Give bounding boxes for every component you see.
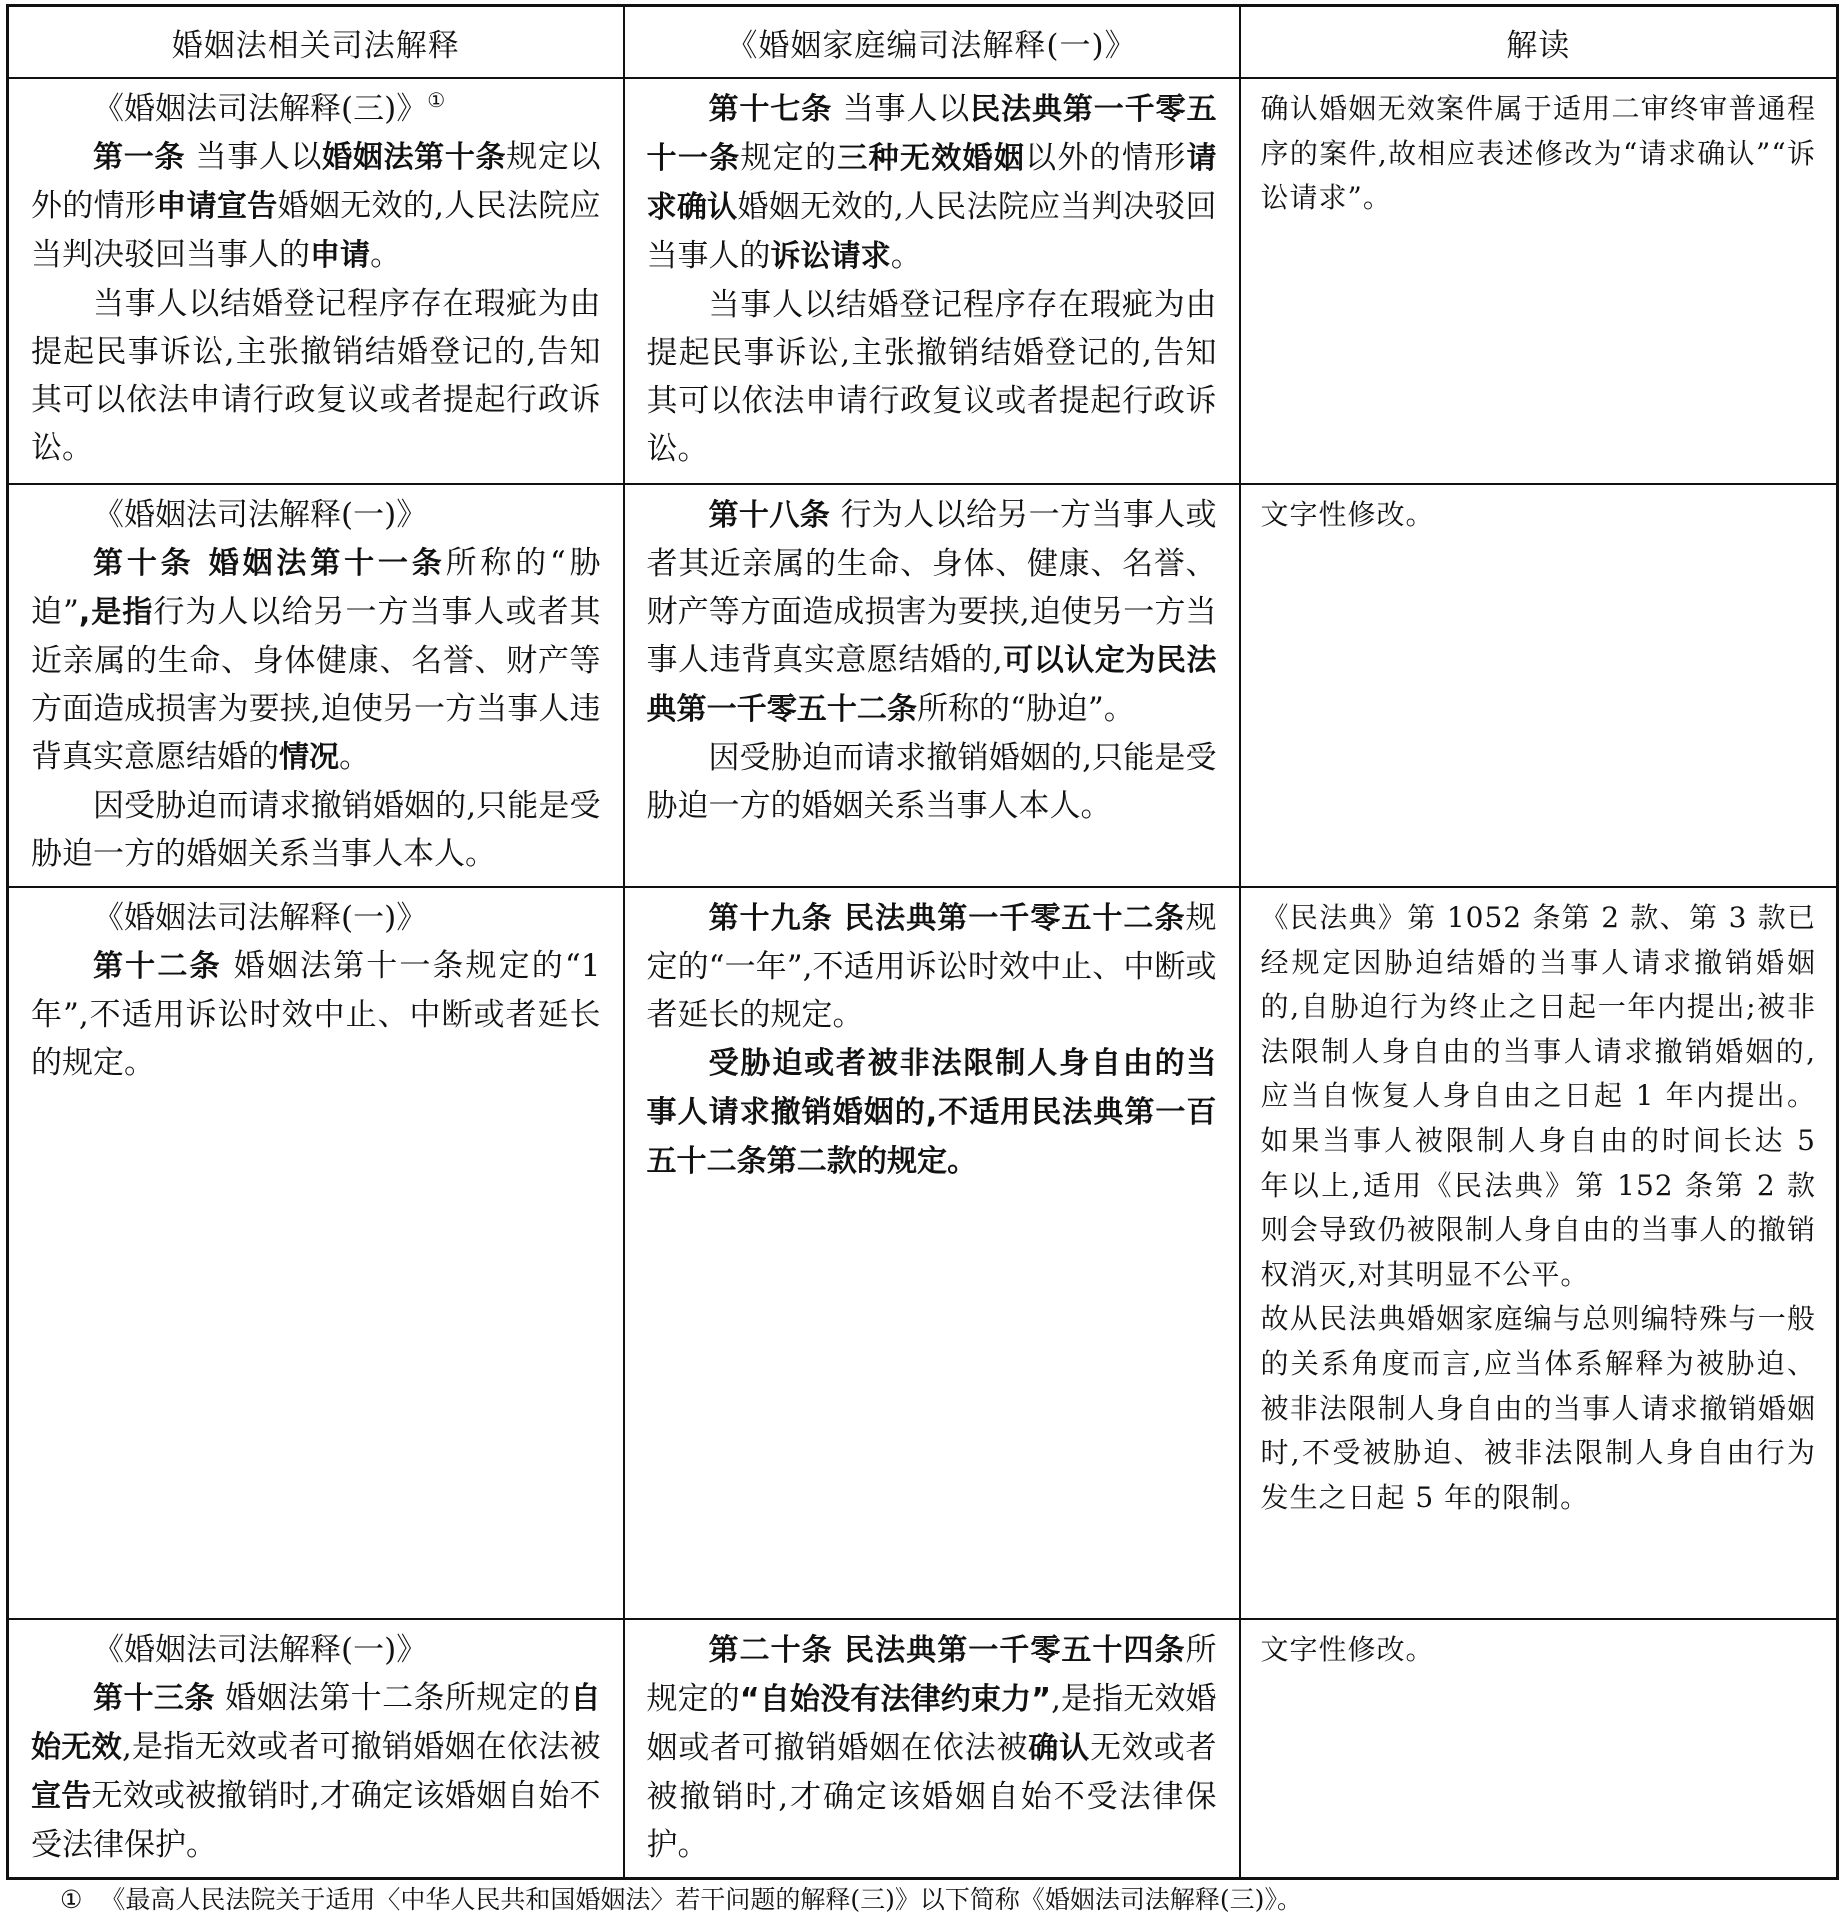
article-number: 第十七条 — [708, 92, 833, 127]
table-row — [8, 887, 1838, 1619]
article-number: 第一条 — [93, 140, 186, 175]
source-title: 《婚姻法司法解释(一)》 — [93, 497, 428, 533]
commentary-cell — [1240, 1619, 1838, 1879]
source-title: 《婚姻法司法解释(一)》 — [93, 900, 428, 936]
article-number: 第十二条 — [93, 949, 222, 984]
header-new-interpretation: 《婚姻家庭编司法解释(一)》 — [624, 6, 1240, 79]
old-text-cell — [8, 484, 624, 887]
new-text-cell — [624, 887, 1240, 1619]
source-title: 《婚姻法司法解释(一)》 — [93, 1632, 428, 1668]
source-title: 《婚姻法司法解释(三)》① — [93, 88, 446, 127]
header-row — [8, 6, 1838, 79]
article-number: 第十八条 — [708, 498, 831, 533]
article-number: 第十条 — [93, 546, 195, 581]
commentary-text: 确认婚姻无效案件属于适用二审终审普通程序的案件,故相应表述修改为“请求确认”“诉讼请求”。 — [1260, 92, 1816, 215]
article-number: 第十三条 — [93, 1681, 215, 1716]
footnote-marker: ① — [60, 1885, 83, 1914]
article-paragraph: 当事人以结婚登记程序存在瑕疵为由提起民事诉讼,主张撤销结婚登记的,告知其可以依法申请行政复议或者提起行政诉讼。 — [31, 286, 601, 466]
table-row — [8, 1619, 1838, 1879]
commentary-text: 故从民法典婚姻家庭编与总则编特殊与一般的关系角度而言,应当体系解释为被胁迫、被非法限制人身自由的当事人请求撤销婚姻时,不受被胁迫、被非法限制人身自由行为发生之日起 5 年的限制。 — [1260, 1302, 1816, 1514]
commentary-text: 《民法典》第 1052 条第 2 款、第 3 款已经规定因胁迫结婚的当事人请求撤销婚姻的,自胁迫行为终止之日起一年内提出;被非法限制人身自由的当事人请求撤销婚姻的,应当自恢复人身自由之日起 1 年内提出。如果当事人被限制人身自由的时间长达 5 年以上,适用《民法典》第 152 条第 2 款则会导致仍被限制人身自由的当事人的撤销权消灭,对其明显不公平。 — [1260, 901, 1816, 1291]
footnote-text: 《最高人民法院关于适用〈中华人民共和国婚姻法〉若干问题的解释(三)》以下简称《婚姻法司法解释(三)》。 — [100, 1885, 1302, 1914]
article-paragraph: 第十三条 婚姻法第十二条所规定的自始无效,是指无效或者可撤销婚姻在依法被宣告无效或被撤销时,才确定该婚姻自始不受法律保护。 — [31, 1680, 601, 1863]
article-paragraph: 当事人以结婚登记程序存在瑕疵为由提起民事诉讼,主张撤销结婚登记的,告知其可以依法申请行政复议或者提起行政诉讼。 — [646, 287, 1217, 467]
old-text-cell — [8, 887, 624, 1619]
article-paragraph: 受胁迫或者被非法限制人身自由的当事人请求撤销婚姻的,不适用民法典第一百五十二条第二款的规定。 — [646, 1046, 1217, 1179]
article-number: 第二十条 — [708, 1633, 833, 1668]
article-paragraph: 因受胁迫而请求撤销婚姻的,只能是受胁迫一方的婚姻关系当事人本人。 — [646, 740, 1217, 824]
commentary-cell — [1240, 484, 1838, 887]
article-number: 第十九条 — [708, 901, 833, 936]
commentary-cell — [1240, 887, 1838, 1619]
footnote-marker: ① — [427, 88, 446, 112]
article-paragraph: 第十九条 民法典第一千零五十二条规定的“一年”,不适用诉讼时效中止、中断或者延长的规定。 — [646, 900, 1217, 1033]
article-paragraph: 第十二条 婚姻法第十一条规定的“1 年”,不适用诉讼时效中止、中断或者延长的规定。 — [31, 948, 601, 1081]
article-paragraph: 第十条 婚姻法第十一条所称的“胁迫”,是指行为人以给另一方当事人或者其近亲属的生命、身体健康、名誉、财产等方面造成损害为要挟,迫使另一方当事人违背真实意愿结婚的情况。 — [31, 545, 601, 775]
new-text-cell — [624, 78, 1240, 484]
comparison-table — [6, 4, 1839, 1880]
article-paragraph: 第一条 当事人以婚姻法第十条规定以外的情形申请宣告婚姻无效的,人民法院应当判决驳回当事人的申请。 — [31, 139, 601, 273]
article-paragraph: 第十七条 当事人以民法典第一千零五十一条规定的三种无效婚姻以外的情形请求确认婚姻无效的,人民法院应当判决驳回当事人的诉讼请求。 — [646, 91, 1217, 274]
header-old-interpretation: 婚姻法相关司法解释 — [8, 6, 624, 79]
header-commentary: 解读 — [1240, 6, 1838, 79]
table-row — [8, 78, 1838, 484]
new-text-cell — [624, 484, 1240, 887]
commentary-text: 文字性修改。 — [1260, 498, 1435, 531]
commentary-text: 文字性修改。 — [1260, 1633, 1435, 1666]
article-paragraph: 第十八条 行为人以给另一方当事人或者其近亲属的生命、身体、健康、名誉、财产等方面造成损害为要挟,迫使另一方当事人违背真实意愿结婚的,可以认定为民法典第一千零五十二条所称的“胁迫”。 — [646, 497, 1217, 727]
article-paragraph: 因受胁迫而请求撤销婚姻的,只能是受胁迫一方的婚姻关系当事人本人。 — [31, 788, 601, 872]
new-text-cell — [624, 1619, 1240, 1879]
article-paragraph: 第二十条 民法典第一千零五十四条所规定的“自始没有法律约束力”,是指无效婚姻或者可撤销婚姻在依法被确认无效或者被撤销时,才确定该婚姻自始不受法律保护。 — [646, 1632, 1217, 1863]
footnote — [60, 1884, 1302, 1916]
old-text-cell — [8, 78, 624, 484]
old-text-cell — [8, 1619, 624, 1879]
table-row — [8, 484, 1838, 887]
commentary-cell — [1240, 78, 1838, 484]
